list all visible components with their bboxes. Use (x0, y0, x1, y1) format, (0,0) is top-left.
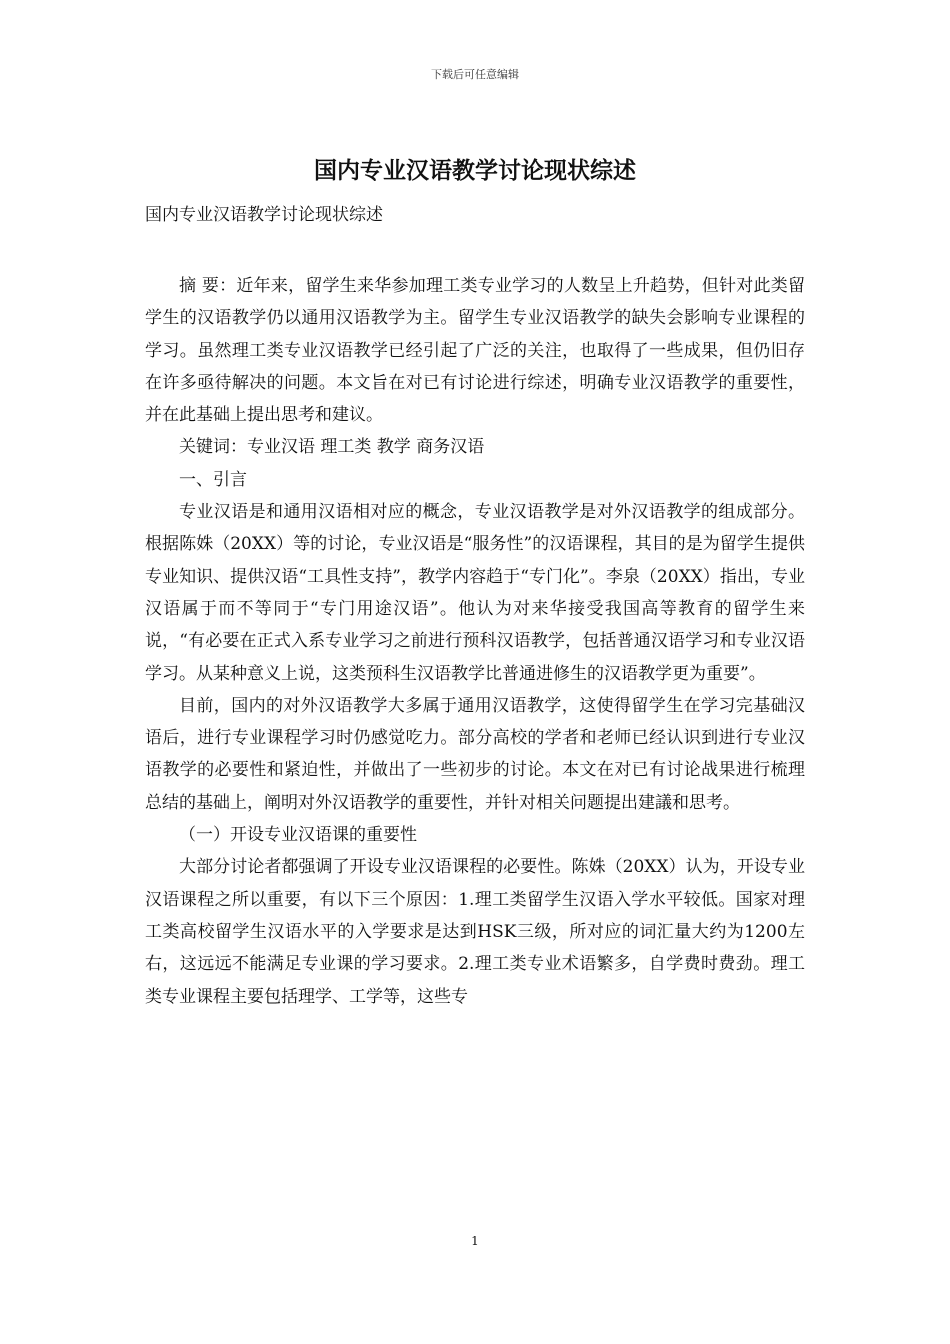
keywords-line: 关键词：专业汉语 理工类 教学 商务汉语 (179, 437, 485, 458)
document-title: 国内专业汉语教学讨论现状综述 (314, 157, 636, 184)
section-heading-introduction: 一、引言 (179, 469, 247, 490)
document-body (145, 270, 805, 1013)
page-number: 1 (471, 1234, 479, 1248)
body-paragraph: 大部分讨论者都强调了开设专业汉语课程的必要性。陈姝（20XX）认为，开设专业汉语课程之所以重要，有以下三个原因：1.理工类留学生汉语入学水平较低。国家对理工类高校留学生汉语水平的入学要求是达到HSK三级，所对应的词汇量大约为1200左右，这远远不能满足专业课的学习要求。2.理工类专业术语繁多，自学费时费劲。理工类专业课程主要包括理学、工学等，这些专 (145, 857, 805, 1007)
body-paragraph: 目前，国内的对外汉语教学大多属于通用汉语教学，这使得留学生在学习完基础汉语后，进行专业课程学习时仍感觉吃力。部分高校的学者和老师已经认识到进行专业汉语教学的必要性和紧迫性，并做出了一些初步的讨论。本文在对已有讨论战果进行梳理总结的基础上，阐明对外汉语教学的重要性，并针对相关问题提出建議和思考。 (145, 695, 805, 813)
abstract-paragraph: 摘 要：近年来，留学生来华参加理工类专业学习的人数呈上升趋势，但针对此类留学生的汉语教学仍以通用汉语教学为主。留学生专业汉语教学的缺失会影响专业课程的学习。虽然理工类专业汉语教学已经引起了广泛的关注，也取得了一些成果，但仍旧存在许多亟待解决的问题。本文旨在对已有讨论进行综述，明确专业汉语教学的重要性，并在此基础上提出思考和建议。 (145, 276, 805, 426)
subsection-heading: （一）开设专业汉语课的重要性 (179, 825, 417, 846)
document-subtitle: 国内专业汉语教学讨论现状综述 (145, 205, 383, 225)
page-header-note: 下载后可任意编辑 (431, 68, 519, 81)
body-paragraph: 专业汉语是和通用汉语相对应的概念，专业汉语教学是对外汉语教学的组成部分。根据陈姝（20XX）等的讨论，专业汉语是“服务性”的汉语课程，其目的是为留学生提供专业知识、提供汉语“工具性支持”，教学内容趋于“专门化”。李泉（20XX）指出，专业汉语属于而不等同于“专门用途汉语”。他认为对来华接受我国高等教育的留学生来说，“有必要在正式入系专业学习之前进行预科汉语教学，包括普通汉语学习和专业汉语学习。从某种意义上说，这类预科生汉语教学比普通进修生的汉语教学更为重要”。 (145, 502, 805, 684)
